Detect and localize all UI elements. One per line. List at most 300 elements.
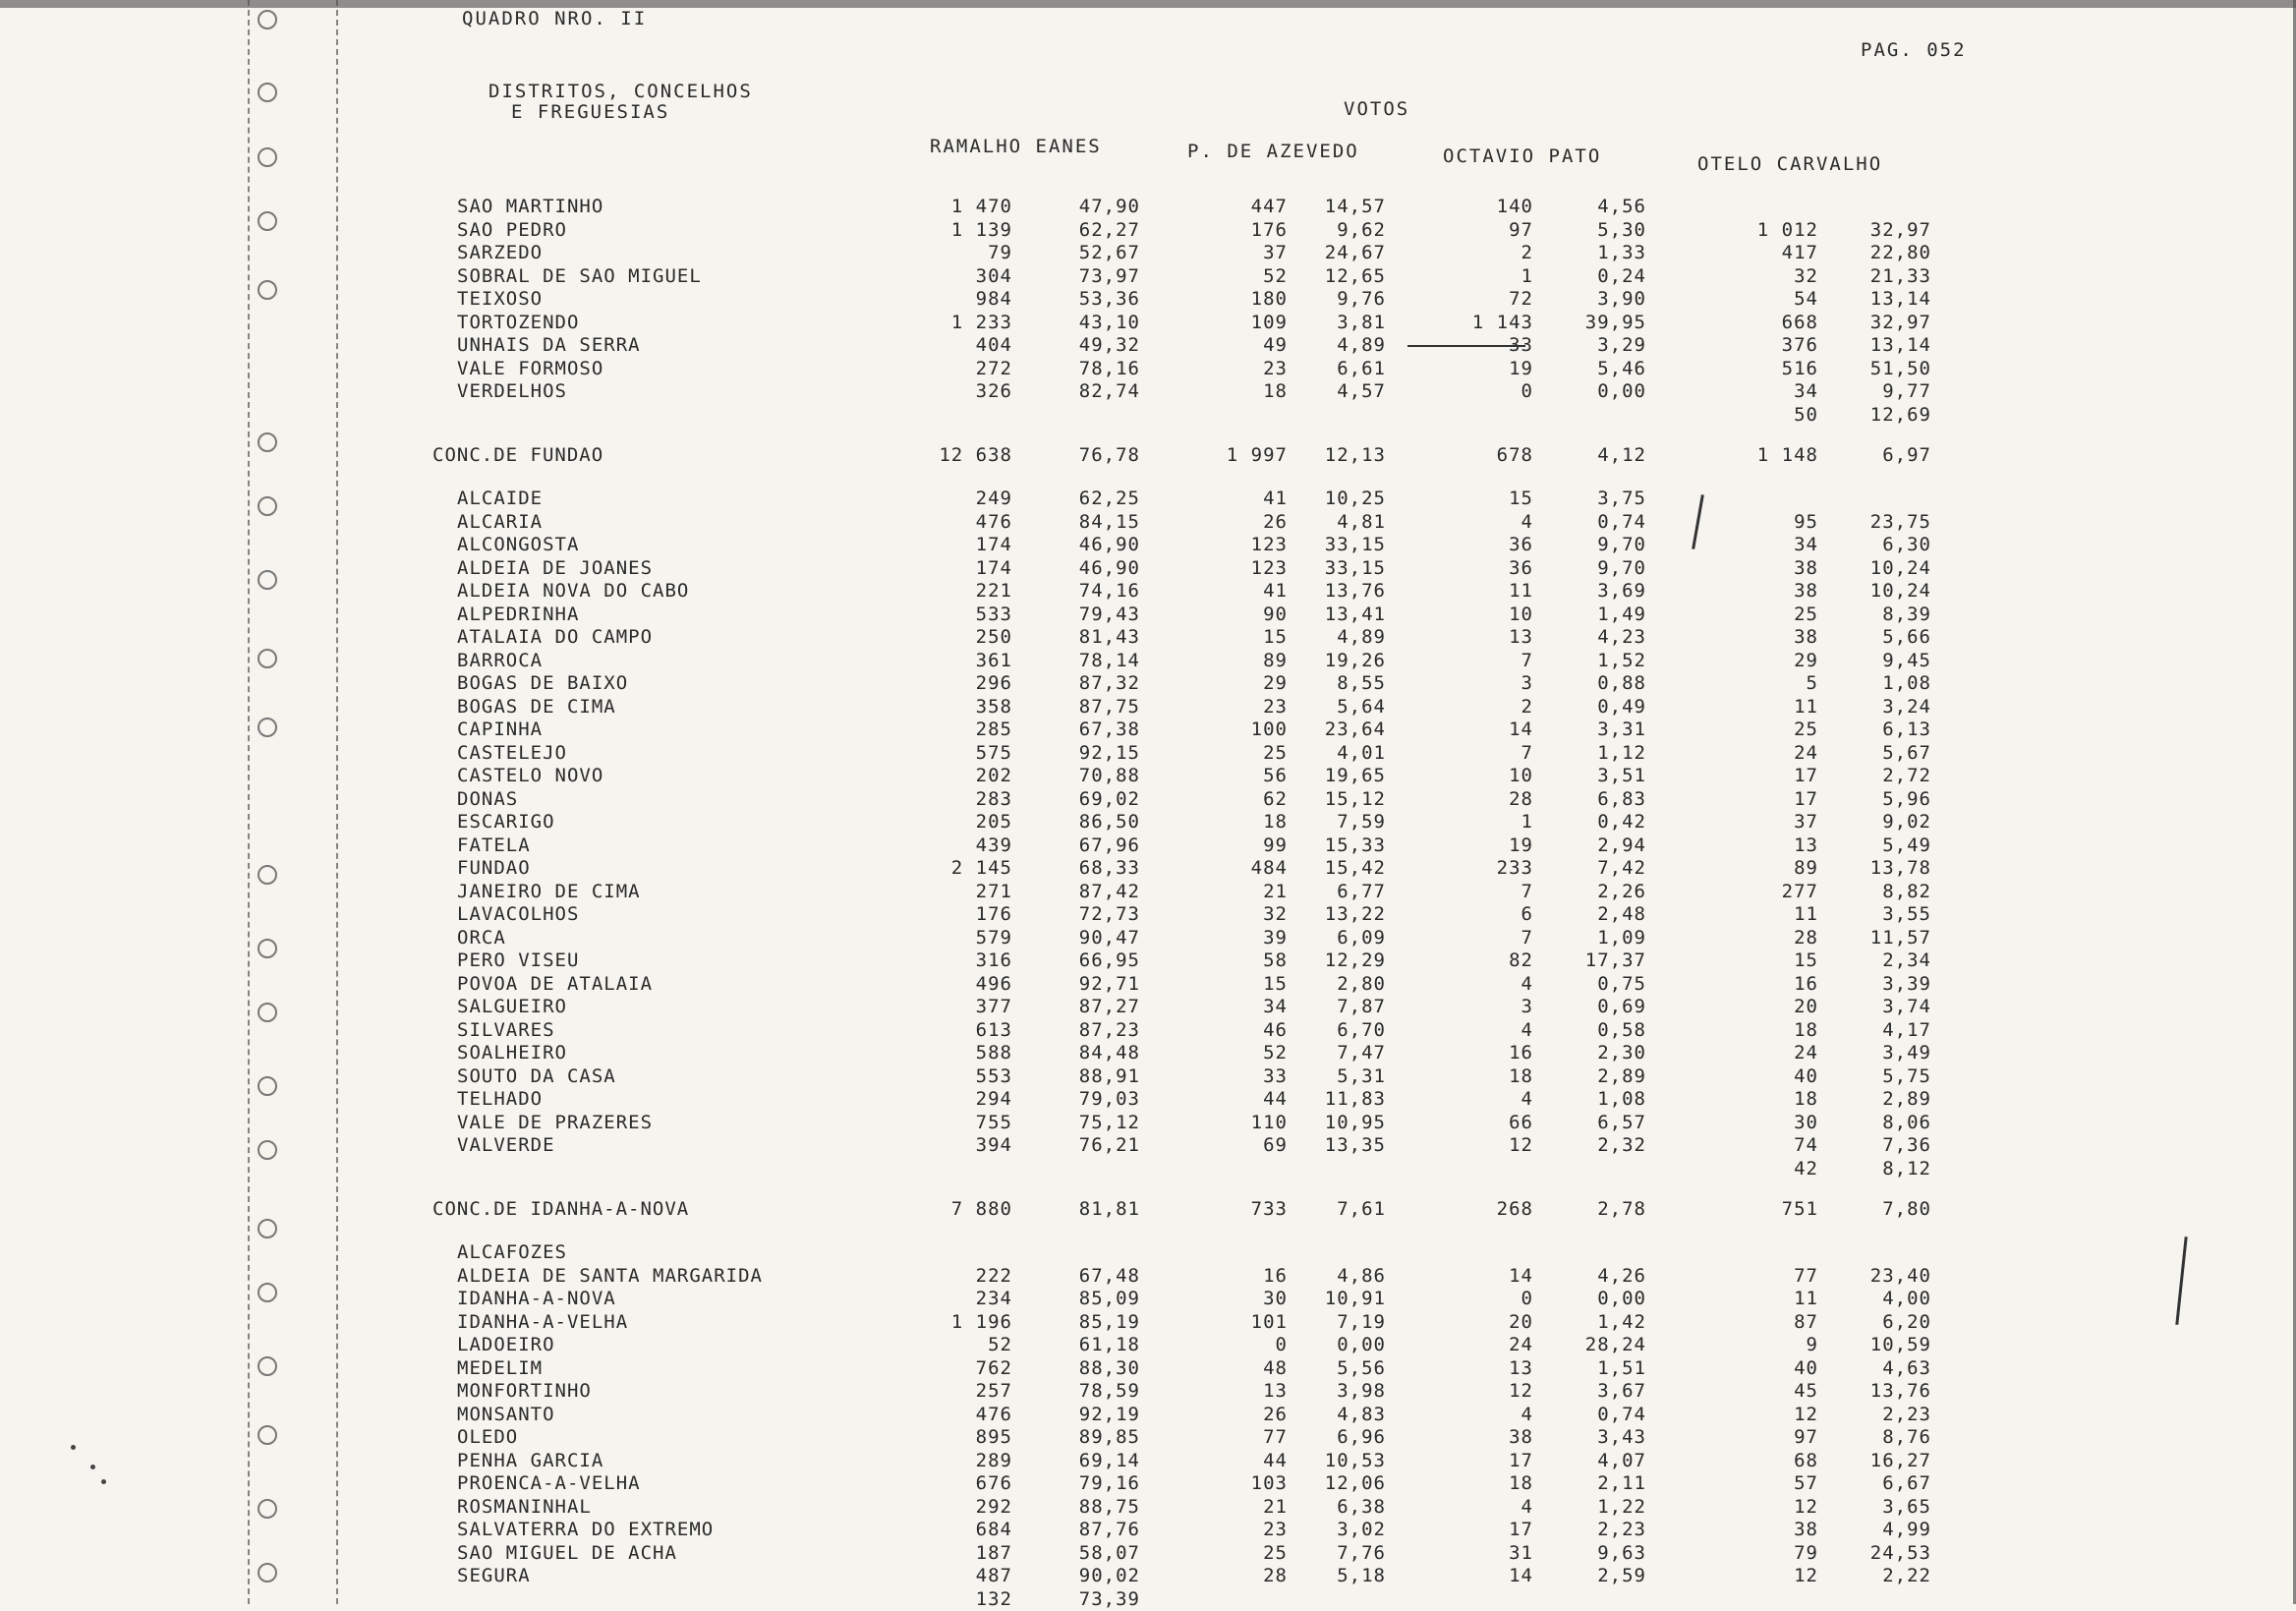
row-name: ALDEIA DE SANTA MARGARIDA bbox=[457, 1264, 763, 1287]
pato-votes: 10 bbox=[1509, 765, 1533, 786]
eanes-votes: 316 bbox=[975, 949, 1012, 971]
eanes-votes: 249 bbox=[975, 488, 1012, 509]
carvalho-votes: 45 bbox=[1794, 1380, 1818, 1402]
row-name: SILVARES bbox=[457, 1018, 555, 1041]
row-name: FATELA bbox=[457, 834, 531, 856]
eanes-votes: 174 bbox=[975, 534, 1012, 555]
freguesia-row bbox=[0, 1450, 2296, 1472]
eanes-votes: 394 bbox=[975, 1134, 1012, 1156]
pato-percent: 3,43 bbox=[1597, 1426, 1646, 1448]
eanes-votes: 358 bbox=[975, 695, 1012, 718]
pato-votes: 7 bbox=[1521, 926, 1533, 949]
azevedo-votes: 18 bbox=[1263, 811, 1288, 833]
azevedo-percent: 3,81 bbox=[1337, 311, 1386, 333]
pato-votes: 12 bbox=[1509, 1380, 1533, 1402]
pato-votes: 4 bbox=[1521, 972, 1533, 995]
pato-votes: 233 bbox=[1496, 857, 1533, 879]
punch-hole bbox=[258, 1219, 277, 1238]
azevedo-percent: 14,57 bbox=[1324, 196, 1386, 217]
azevedo-percent: 6,61 bbox=[1337, 357, 1386, 379]
eanes-votes: 676 bbox=[975, 1472, 1012, 1494]
azevedo-votes: 18 bbox=[1263, 380, 1288, 402]
row-name: CASTELO NOVO bbox=[457, 765, 604, 786]
carvalho-votes: 24 bbox=[1794, 741, 1818, 764]
carvalho-votes: 11 bbox=[1794, 903, 1818, 925]
carvalho-votes: 18 bbox=[1794, 1088, 1818, 1110]
pato-percent: 3,29 bbox=[1597, 334, 1646, 356]
carvalho-votes: 12 bbox=[1794, 1565, 1818, 1586]
carvalho-votes: 87 bbox=[1794, 1310, 1818, 1333]
pato-percent: 0,00 bbox=[1597, 380, 1646, 402]
azevedo-votes: 26 bbox=[1263, 1403, 1288, 1425]
carvalho-percent: 3,65 bbox=[1882, 1495, 1931, 1518]
azevedo-votes: 103 bbox=[1250, 1472, 1288, 1494]
eanes-percent: 90,47 bbox=[1078, 926, 1140, 949]
carvalho-votes: 68 bbox=[1794, 1449, 1818, 1471]
row-name: PENHA GARCIA bbox=[457, 1449, 604, 1471]
eanes-percent: 62,25 bbox=[1078, 488, 1140, 509]
scan-speck bbox=[101, 1479, 106, 1484]
carvalho-percent: 5,96 bbox=[1882, 787, 1931, 810]
pato-percent: 9,63 bbox=[1597, 1541, 1646, 1564]
carvalho-percent: 2,89 bbox=[1882, 1088, 1931, 1110]
carvalho-votes: 17 bbox=[1794, 765, 1818, 786]
eanes-percent: 87,23 bbox=[1078, 1018, 1140, 1041]
eanes-percent: 78,14 bbox=[1078, 649, 1140, 671]
pato-percent: 1,51 bbox=[1597, 1356, 1646, 1379]
pato-votes: 4 bbox=[1521, 1403, 1533, 1425]
carvalho-votes: 89 bbox=[1794, 857, 1818, 879]
carvalho-percent: 4,63 bbox=[1882, 1356, 1931, 1379]
row-name: BOGAS DE BAIXO bbox=[457, 672, 629, 694]
pato-percent: 2,30 bbox=[1597, 1042, 1646, 1064]
freguesia-row bbox=[0, 927, 2296, 949]
pato-percent: 9,70 bbox=[1597, 534, 1646, 555]
eanes-votes: 404 bbox=[975, 334, 1012, 356]
azevedo-percent: 3,98 bbox=[1337, 1380, 1386, 1402]
eanes-votes: 361 bbox=[975, 649, 1012, 671]
carvalho-votes: 417 bbox=[1781, 242, 1818, 263]
azevedo-percent: 5,64 bbox=[1337, 695, 1386, 718]
pato-votes: 7 bbox=[1521, 741, 1533, 764]
pato-votes: 31 bbox=[1509, 1541, 1533, 1564]
azevedo-votes: 176 bbox=[1250, 218, 1288, 241]
row-name: CONC.DE IDANHA-A-NOVA bbox=[432, 1198, 690, 1220]
pato-percent: 9,70 bbox=[1597, 556, 1646, 579]
pato-percent: 1,52 bbox=[1597, 649, 1646, 671]
azevedo-percent: 5,18 bbox=[1337, 1565, 1386, 1586]
freguesia-row bbox=[0, 1404, 2296, 1426]
azevedo-percent: 24,67 bbox=[1324, 242, 1386, 263]
eanes-votes: 533 bbox=[975, 603, 1012, 625]
pato-percent: 1,08 bbox=[1597, 1088, 1646, 1110]
concelho-total-row bbox=[0, 1198, 2296, 1221]
row-name: IDANHA-A-VELHA bbox=[457, 1310, 629, 1333]
pato-percent: 3,69 bbox=[1597, 580, 1646, 602]
carvalho-votes: 38 bbox=[1794, 580, 1818, 602]
azevedo-percent: 12,65 bbox=[1324, 264, 1386, 287]
row-name: IDANHA-A-NOVA bbox=[457, 1288, 616, 1309]
eanes-votes: 439 bbox=[975, 834, 1012, 856]
freguesia-row bbox=[0, 1112, 2296, 1134]
eanes-percent: 67,48 bbox=[1078, 1264, 1140, 1287]
carvalho-votes: 74 bbox=[1794, 1134, 1818, 1156]
eanes-percent: 75,12 bbox=[1078, 1111, 1140, 1133]
carvalho-percent: 4,17 bbox=[1882, 1018, 1931, 1041]
pato-percent: 2,32 bbox=[1597, 1134, 1646, 1156]
eanes-votes: 575 bbox=[975, 741, 1012, 764]
eanes-percent: 67,96 bbox=[1078, 834, 1140, 856]
carvalho-percent: 11,57 bbox=[1869, 926, 1931, 949]
pato-votes: 678 bbox=[1496, 444, 1533, 466]
eanes-votes: 684 bbox=[975, 1519, 1012, 1540]
azevedo-percent: 7,59 bbox=[1337, 811, 1386, 833]
pato-percent: 4,07 bbox=[1597, 1449, 1646, 1471]
azevedo-percent: 3,02 bbox=[1337, 1519, 1386, 1540]
pato-percent: 0,24 bbox=[1597, 264, 1646, 287]
pato-percent: 4,23 bbox=[1597, 626, 1646, 648]
pato-percent: 1,12 bbox=[1597, 741, 1646, 764]
carvalho-votes: 97 bbox=[1794, 1426, 1818, 1448]
eanes-percent: 66,95 bbox=[1078, 949, 1140, 971]
carvalho-percent: 3,39 bbox=[1882, 972, 1931, 995]
row-name: DONAS bbox=[457, 787, 519, 810]
eanes-percent: 73,39 bbox=[1078, 1587, 1140, 1610]
azevedo-votes: 0 bbox=[1275, 1334, 1288, 1355]
freguesia-row bbox=[0, 1288, 2296, 1310]
azevedo-votes: 23 bbox=[1263, 1519, 1288, 1540]
row-name: SOALHEIRO bbox=[457, 1042, 567, 1064]
pato-percent: 5,30 bbox=[1597, 218, 1646, 241]
azevedo-votes: 21 bbox=[1263, 1495, 1288, 1518]
azevedo-votes: 34 bbox=[1263, 996, 1288, 1017]
azevedo-percent: 10,91 bbox=[1324, 1288, 1386, 1309]
azevedo-votes: 69 bbox=[1263, 1134, 1288, 1156]
carvalho-percent: 5,67 bbox=[1882, 741, 1931, 764]
eanes-votes: 289 bbox=[975, 1449, 1012, 1471]
pato-votes: 1 143 bbox=[1471, 311, 1533, 333]
eanes-votes: 476 bbox=[975, 510, 1012, 533]
freguesia-row bbox=[0, 881, 2296, 903]
pato-percent: 1,09 bbox=[1597, 926, 1646, 949]
freguesia-row bbox=[0, 1380, 2296, 1403]
pato-percent: 1,22 bbox=[1597, 1495, 1646, 1518]
pato-percent: 3,90 bbox=[1597, 288, 1646, 310]
eanes-votes: 132 bbox=[975, 1587, 1012, 1610]
pato-votes: 4 bbox=[1521, 1018, 1533, 1041]
eanes-percent: 92,71 bbox=[1078, 972, 1140, 995]
azevedo-percent: 10,53 bbox=[1324, 1449, 1386, 1471]
freguesia-row bbox=[0, 1472, 2296, 1495]
pato-percent: 0,00 bbox=[1597, 1288, 1646, 1309]
eanes-percent: 72,73 bbox=[1078, 903, 1140, 925]
carvalho-percent: 5,66 bbox=[1882, 626, 1931, 648]
pato-percent: 0,88 bbox=[1597, 672, 1646, 694]
pato-percent: 3,75 bbox=[1597, 488, 1646, 509]
azevedo-votes: 44 bbox=[1263, 1088, 1288, 1110]
freguesia-row bbox=[0, 557, 2296, 580]
eanes-percent: 78,59 bbox=[1078, 1380, 1140, 1402]
row-name: VALE FORMOSO bbox=[457, 357, 604, 379]
azevedo-percent: 33,15 bbox=[1324, 556, 1386, 579]
eanes-percent: 47,90 bbox=[1078, 196, 1140, 217]
row-name: ALCARIA bbox=[457, 510, 544, 533]
carvalho-votes: 12 bbox=[1794, 1495, 1818, 1518]
azevedo-votes: 77 bbox=[1263, 1426, 1288, 1448]
pato-votes: 16 bbox=[1509, 1042, 1533, 1064]
eanes-percent: 89,85 bbox=[1078, 1426, 1140, 1448]
eanes-votes: 326 bbox=[975, 380, 1012, 402]
freguesia-row bbox=[0, 903, 2296, 926]
carvalho-percent: 12,69 bbox=[1869, 403, 1931, 426]
azevedo-percent: 11,83 bbox=[1324, 1088, 1386, 1110]
row-name: TORTOZENDO bbox=[457, 311, 580, 333]
pato-percent: 0,42 bbox=[1597, 811, 1646, 833]
carvalho-votes: 1 012 bbox=[1756, 218, 1818, 241]
carvalho-votes: 11 bbox=[1794, 695, 1818, 718]
eanes-votes: 187 bbox=[975, 1541, 1012, 1564]
pato-votes: 3 bbox=[1521, 672, 1533, 694]
freguesia-row bbox=[0, 1426, 2296, 1449]
pato-votes: 97 bbox=[1509, 218, 1533, 241]
eanes-votes: 294 bbox=[975, 1088, 1012, 1110]
carvalho-percent: 5,49 bbox=[1882, 834, 1931, 856]
pato-votes: 14 bbox=[1509, 1264, 1533, 1287]
carvalho-votes: 277 bbox=[1781, 880, 1818, 902]
eanes-percent: 67,38 bbox=[1078, 719, 1140, 740]
carvalho-votes: 54 bbox=[1794, 288, 1818, 310]
pato-votes: 268 bbox=[1496, 1198, 1533, 1220]
row-name: ALDEIA DE JOANES bbox=[457, 556, 654, 579]
azevedo-percent: 4,86 bbox=[1337, 1264, 1386, 1287]
carvalho-votes: 38 bbox=[1794, 1519, 1818, 1540]
eanes-percent: 46,90 bbox=[1078, 556, 1140, 579]
eanes-percent: 43,10 bbox=[1078, 311, 1140, 333]
eanes-percent: 81,43 bbox=[1078, 626, 1140, 648]
row-name: SOBRAL DE SAO MIGUEL bbox=[457, 264, 702, 287]
eanes-votes: 257 bbox=[975, 1380, 1012, 1402]
carvalho-percent: 9,45 bbox=[1882, 649, 1931, 671]
pato-votes: 14 bbox=[1509, 719, 1533, 740]
azevedo-votes: 52 bbox=[1263, 264, 1288, 287]
eanes-percent: 61,18 bbox=[1078, 1334, 1140, 1355]
carvalho-votes: 11 bbox=[1794, 1288, 1818, 1309]
eanes-votes: 588 bbox=[975, 1042, 1012, 1064]
freguesia-row bbox=[0, 1241, 2296, 1264]
carvalho-percent: 6,13 bbox=[1882, 719, 1931, 740]
carvalho-percent: 9,02 bbox=[1882, 811, 1931, 833]
row-name: TEIXOSO bbox=[457, 288, 544, 310]
eanes-votes: 2 145 bbox=[950, 857, 1012, 879]
azevedo-percent: 7,61 bbox=[1337, 1198, 1386, 1220]
row-name: SAO MIGUEL DE ACHA bbox=[457, 1541, 677, 1564]
freguesia-row bbox=[0, 219, 2296, 242]
carvalho-percent: 2,22 bbox=[1882, 1565, 1931, 1586]
row-name: BARROCA bbox=[457, 649, 544, 671]
pato-percent: 2,11 bbox=[1597, 1472, 1646, 1494]
freguesia-row bbox=[0, 511, 2296, 534]
pato-percent: 2,89 bbox=[1597, 1064, 1646, 1087]
carvalho-votes: 25 bbox=[1794, 603, 1818, 625]
freguesia-row bbox=[0, 1265, 2296, 1288]
row-name: VERDELHOS bbox=[457, 380, 567, 402]
azevedo-votes: 39 bbox=[1263, 926, 1288, 949]
eanes-percent: 87,32 bbox=[1078, 672, 1140, 694]
azevedo-votes: 447 bbox=[1250, 196, 1288, 217]
pato-percent: 1,49 bbox=[1597, 603, 1646, 625]
carvalho-percent: 51,50 bbox=[1869, 357, 1931, 379]
freguesia-row bbox=[0, 1311, 2296, 1334]
pato-votes: 36 bbox=[1509, 534, 1533, 555]
row-name: CAPINHA bbox=[457, 719, 544, 740]
azevedo-votes: 109 bbox=[1250, 311, 1288, 333]
pato-votes: 10 bbox=[1509, 603, 1533, 625]
row-name: ALCONGOSTA bbox=[457, 534, 580, 555]
punch-hole bbox=[258, 83, 277, 102]
pato-percent: 0,58 bbox=[1597, 1018, 1646, 1041]
row-name: ALPEDRINHA bbox=[457, 603, 580, 625]
eanes-votes: 7 880 bbox=[950, 1198, 1012, 1220]
eanes-percent: 76,21 bbox=[1078, 1134, 1140, 1156]
pato-votes: 140 bbox=[1496, 196, 1533, 217]
freguesia-row bbox=[0, 265, 2296, 288]
carvalho-votes: 40 bbox=[1794, 1064, 1818, 1087]
concelho-total-row bbox=[0, 444, 2296, 467]
azevedo-votes: 52 bbox=[1263, 1042, 1288, 1064]
azevedo-votes: 44 bbox=[1263, 1449, 1288, 1471]
eanes-percent: 90,02 bbox=[1078, 1565, 1140, 1586]
azevedo-percent: 8,55 bbox=[1337, 672, 1386, 694]
freguesia-row bbox=[0, 404, 2296, 427]
row-name: LAVACOLHOS bbox=[457, 903, 580, 925]
freguesia-row bbox=[0, 672, 2296, 695]
eanes-votes: 762 bbox=[975, 1356, 1012, 1379]
freguesia-row bbox=[0, 334, 2296, 357]
freguesia-row bbox=[0, 1565, 2296, 1587]
azevedo-votes: 41 bbox=[1263, 580, 1288, 602]
carvalho-votes: 29 bbox=[1794, 649, 1818, 671]
pato-percent: 3,67 bbox=[1597, 1380, 1646, 1402]
row-name: ESCARIGO bbox=[457, 811, 555, 833]
pato-votes: 2 bbox=[1521, 695, 1533, 718]
column-header-ramalho-eanes: RAMALHO EANES bbox=[930, 136, 1102, 157]
pato-votes: 4 bbox=[1521, 1088, 1533, 1110]
freguesia-row bbox=[0, 1065, 2296, 1088]
carvalho-percent: 23,40 bbox=[1869, 1264, 1931, 1287]
pato-percent: 0,74 bbox=[1597, 510, 1646, 533]
freguesia-row bbox=[0, 288, 2296, 311]
azevedo-votes: 123 bbox=[1250, 534, 1288, 555]
eanes-percent: 79,16 bbox=[1078, 1472, 1140, 1494]
row-name: SALGUEIRO bbox=[457, 996, 567, 1017]
freguesia-row bbox=[0, 1088, 2296, 1111]
eanes-percent: 58,07 bbox=[1078, 1541, 1140, 1564]
eanes-percent: 81,81 bbox=[1078, 1198, 1140, 1220]
azevedo-percent: 23,64 bbox=[1324, 719, 1386, 740]
azevedo-votes: 101 bbox=[1250, 1310, 1288, 1333]
freguesia-row bbox=[0, 1542, 2296, 1565]
eanes-percent: 69,02 bbox=[1078, 787, 1140, 810]
pato-votes: 0 bbox=[1521, 380, 1533, 402]
carvalho-percent: 3,74 bbox=[1882, 996, 1931, 1017]
pato-votes: 4 bbox=[1521, 510, 1533, 533]
azevedo-votes: 90 bbox=[1263, 603, 1288, 625]
row-name: CONC.DE FUNDAO bbox=[432, 444, 604, 466]
eanes-percent: 87,75 bbox=[1078, 695, 1140, 718]
azevedo-votes: 25 bbox=[1263, 741, 1288, 764]
pato-percent: 4,26 bbox=[1597, 1264, 1646, 1287]
pato-votes: 36 bbox=[1509, 556, 1533, 579]
eanes-percent: 87,42 bbox=[1078, 880, 1140, 902]
carvalho-percent: 4,99 bbox=[1882, 1519, 1931, 1540]
row-name: ALCAFOZES bbox=[457, 1241, 567, 1263]
carvalho-votes: 79 bbox=[1794, 1541, 1818, 1564]
eanes-percent: 62,27 bbox=[1078, 218, 1140, 241]
azevedo-percent: 15,42 bbox=[1324, 857, 1386, 879]
carvalho-percent: 3,49 bbox=[1882, 1042, 1931, 1064]
section-heading: DISTRITOS, CONCELHOS bbox=[488, 81, 753, 102]
eanes-votes: 174 bbox=[975, 556, 1012, 579]
freguesia-row bbox=[0, 604, 2296, 626]
azevedo-votes: 21 bbox=[1263, 880, 1288, 902]
azevedo-percent: 9,76 bbox=[1337, 288, 1386, 310]
punch-hole bbox=[258, 147, 277, 167]
azevedo-percent: 6,96 bbox=[1337, 1426, 1386, 1448]
azevedo-votes: 16 bbox=[1263, 1264, 1288, 1287]
azevedo-votes: 62 bbox=[1263, 787, 1288, 810]
row-name: PROENCA-A-VELHA bbox=[457, 1472, 641, 1494]
pato-percent: 39,95 bbox=[1584, 311, 1646, 333]
eanes-votes: 1 233 bbox=[950, 311, 1012, 333]
carvalho-votes: 95 bbox=[1794, 510, 1818, 533]
azevedo-votes: 123 bbox=[1250, 556, 1288, 579]
azevedo-votes: 1 997 bbox=[1226, 444, 1288, 466]
row-name: SALVATERRA DO EXTREMO bbox=[457, 1519, 715, 1540]
eanes-votes: 496 bbox=[975, 972, 1012, 995]
carvalho-percent: 3,24 bbox=[1882, 695, 1931, 718]
row-name: SAO PEDRO bbox=[457, 218, 567, 241]
pato-votes: 33 bbox=[1509, 334, 1533, 356]
row-name: POVOA DE ATALAIA bbox=[457, 972, 654, 995]
carvalho-votes: 50 bbox=[1794, 403, 1818, 426]
freguesia-row bbox=[0, 488, 2296, 510]
pato-percent: 0,49 bbox=[1597, 695, 1646, 718]
carvalho-percent: 22,80 bbox=[1869, 242, 1931, 263]
azevedo-percent: 4,89 bbox=[1337, 334, 1386, 356]
pato-percent: 6,83 bbox=[1597, 787, 1646, 810]
pato-percent: 2,23 bbox=[1597, 1519, 1646, 1540]
pato-votes: 72 bbox=[1509, 288, 1533, 310]
freguesia-row bbox=[0, 580, 2296, 603]
pato-votes: 13 bbox=[1509, 1356, 1533, 1379]
pato-votes: 11 bbox=[1509, 580, 1533, 602]
carvalho-votes: 751 bbox=[1781, 1198, 1818, 1220]
eanes-percent: 84,15 bbox=[1078, 510, 1140, 533]
azevedo-percent: 33,15 bbox=[1324, 534, 1386, 555]
carvalho-percent: 32,97 bbox=[1869, 311, 1931, 333]
eanes-percent: 79,43 bbox=[1078, 603, 1140, 625]
azevedo-percent: 19,26 bbox=[1324, 649, 1386, 671]
eanes-votes: 221 bbox=[975, 580, 1012, 602]
carvalho-percent: 2,23 bbox=[1882, 1403, 1931, 1425]
carvalho-percent: 10,24 bbox=[1869, 580, 1931, 602]
azevedo-votes: 26 bbox=[1263, 510, 1288, 533]
scan-speck bbox=[71, 1445, 76, 1450]
eanes-percent: 70,88 bbox=[1078, 765, 1140, 786]
eanes-votes: 222 bbox=[975, 1264, 1012, 1287]
column-header-otelo-carvalho: OTELO CARVALHO bbox=[1697, 153, 1883, 175]
eanes-percent: 53,36 bbox=[1078, 288, 1140, 310]
